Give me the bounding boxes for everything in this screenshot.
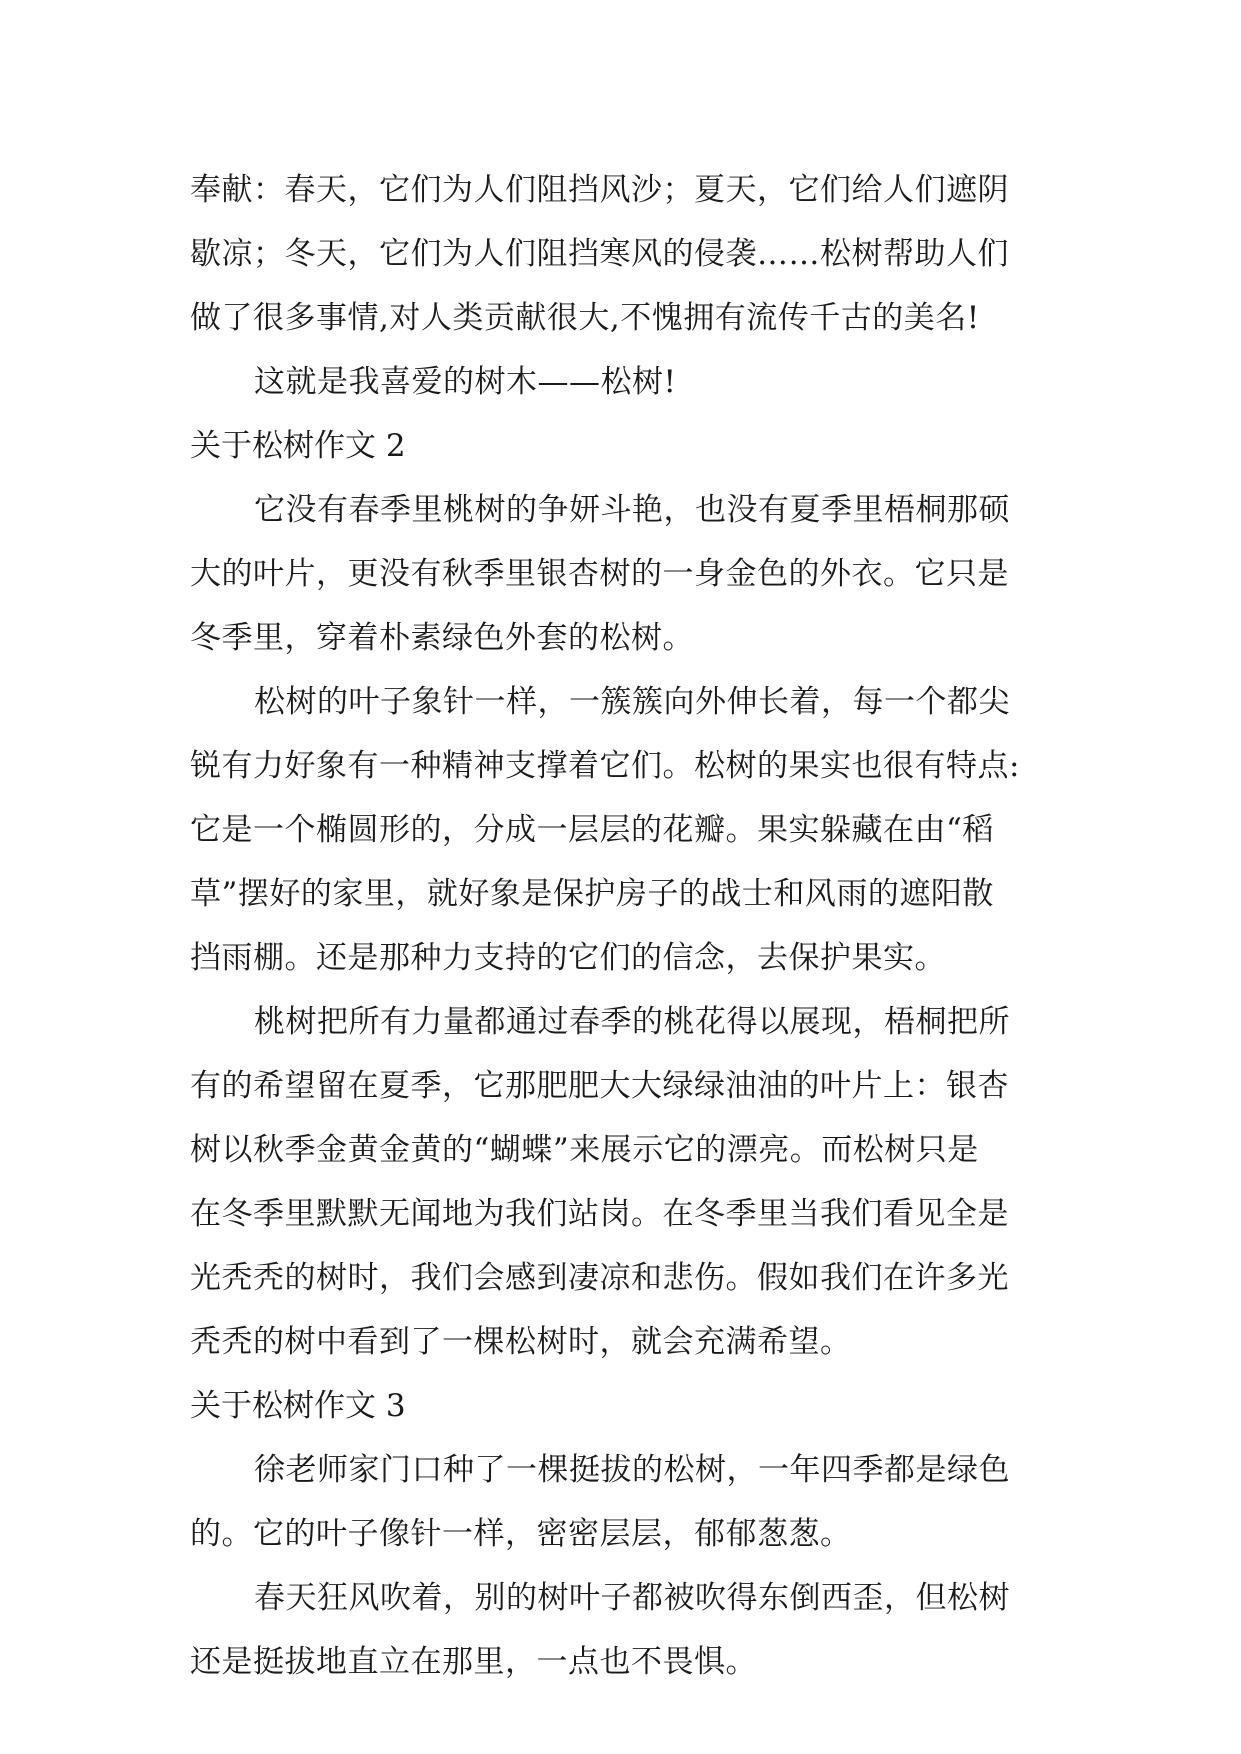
text-line: 草”摆好的家里，就好象是保护房子的战士和风雨的遮阳散 [190,876,994,912]
text-line: 这就是我喜爱的树木——松树! [254,364,677,400]
text-line: 树以秋季金黄金黄的“蝴蝶”来展示它的漂亮。而松树只是 [190,1132,979,1168]
text-line: 挡雨棚。还是那种力支持的它们的信念，去保护果实。 [190,940,946,976]
text-line: 有的希望留在夏季，它那肥肥大大绿绿油油的叶片上：银杏 [190,1068,1009,1104]
text-line: 光秃秃的树时，我们会感到凄凉和悲伤。假如我们在许多光 [190,1260,1009,1296]
text-line: 大的叶片，更没有秋季里银杏树的一身金色的外衣。它只是 [190,556,1009,592]
text-line: 还是挺拔地直立在那里，一点也不畏惧。 [190,1644,757,1680]
paragraph [190,158,1052,350]
text-line: 秃秃的树中看到了一棵松树时，就会充满希望。 [190,1324,852,1360]
document-page [190,158,1052,1694]
text-line: 做了很多事情,对人类贡献很大,不愧拥有流传千古的美名! [190,300,980,336]
paragraph [190,1438,1052,1566]
text-line: 歇凉；冬天，它们为人们阻挡寒风的侵袭……松树帮助人们 [190,236,1009,272]
section-heading: 关于松树作文 2 [190,428,406,464]
text-line: 在冬季里默默无闻地为我们站岗。在冬季里当我们看见全是 [190,1196,1009,1232]
paragraph [190,670,1052,990]
paragraph [190,990,1052,1374]
paragraph [190,350,1052,414]
text-line: 它没有春季里桃树的争妍斗艳，也没有夏季里梧桐那硕 [254,492,1010,528]
text-line: 桃树把所有力量都通过春季的桃花得以展现，梧桐把所 [254,1004,1010,1040]
text-line: 春天狂风吹着，别的树叶子都被吹得东倒西歪，但松树 [254,1580,1010,1616]
text-line: 的。它的叶子像针一样，密密层层，郁郁葱葱。 [190,1516,852,1552]
paragraph [190,1566,1052,1694]
text-line: 徐老师家门口种了一棵挺拔的松树，一年四季都是绿色 [254,1452,1010,1488]
text-line: 松树的叶子象针一样，一簇簇向外伸长着，每一个都尖 [254,684,1010,720]
text-line: 冬季里，穿着朴素绿色外套的松树。 [190,620,694,656]
text-line: 锐有力好象有一种精神支撑着它们。松树的果实也很有特点: [190,748,1020,784]
paragraph [190,478,1052,670]
text-line: 奉献：春天，它们为人们阻挡风沙；夏天，它们给人们遮阴 [190,172,1009,208]
text-line: 它是一个椭圆形的，分成一层层的花瓣。果实躲藏在由“稻 [190,812,994,848]
section-heading: 关于松树作文 3 [190,1388,406,1424]
